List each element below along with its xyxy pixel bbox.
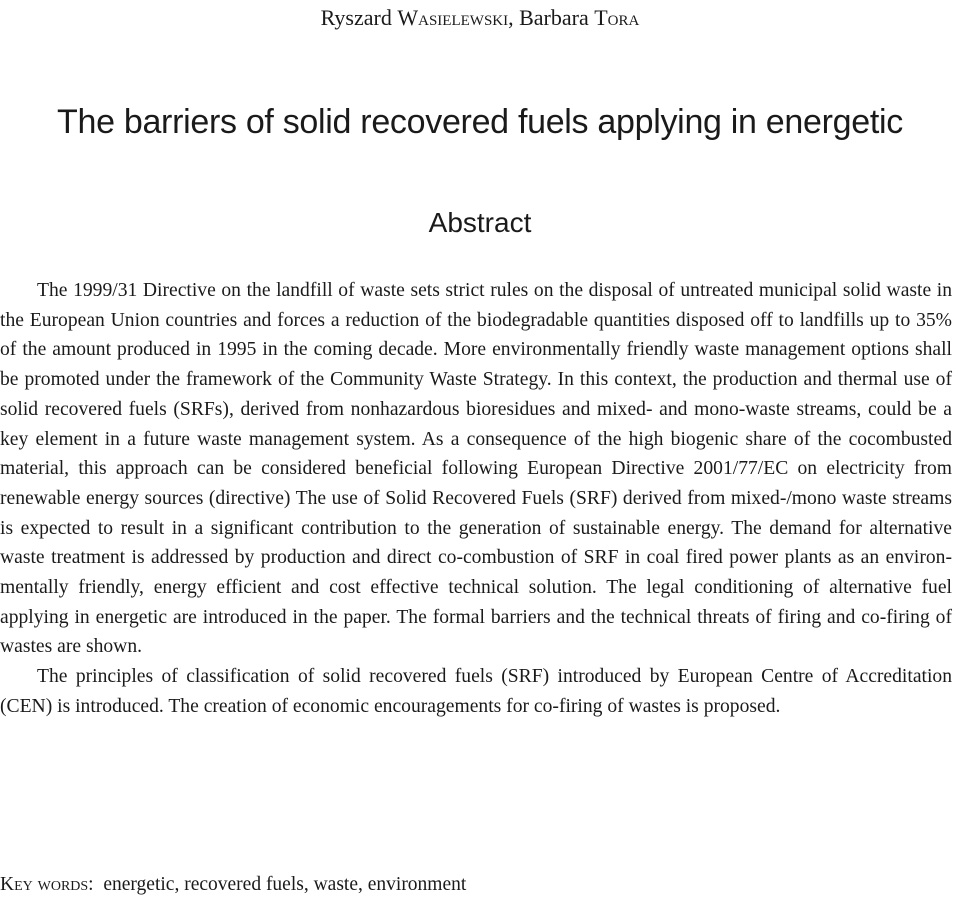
author-1 [321, 5, 508, 30]
keywords-label: Key words: [0, 874, 94, 895]
paper-title: The barriers of solid recovered fuels applying in energetic [57, 103, 903, 141]
abstract-body [0, 276, 952, 722]
author-2-first-name: Barbara [519, 5, 589, 30]
author-2 [519, 5, 639, 30]
abstract-heading: Abstract [428, 207, 532, 238]
abstract-paragraph-2: The principles of classification of solid recovered fuels (SRF) introduced by European Centre of Accreditation (CEN) is introduced. The creation of economic encouragements for co-firing of wastes is proposed. [0, 666, 952, 717]
author-separator: , [508, 5, 514, 30]
keywords-value: energetic, recovered fuels, waste, environment [103, 874, 467, 895]
author-1-last-name: Wasielewski [397, 5, 509, 30]
abstract-paragraph-1: The 1999/31 Directive on the landfill of waste sets strict rules on the disposal of untreated municipal solid waste in the European Union countries and forces a reduction of the biodegradable quantities disposed off to landfills up to 35% of the amount produced in 1995 in the coming decade. More environmentally friendly waste management options shall be promoted under the framework of the Community Waste Strategy. In this context, the production and thermal use of solid recovered fuels (SRFs), derived from nonhazardous bioresidues and mixed- and mono-waste streams, could be a key element in a future waste management system. As a consequence of the high biogenic share of the cocombusted material, this approach can be considered beneficial following European Directive 2001/77/EC on electricity from renewable energy sources (directive) The use of Solid Recovered Fuels (SRF) derived from mixed-/mono waste streams is expected to result in a significant contribution to the generation of sustainable energy. The demand for alternative waste treatment is addressed by production and direct co-combustion of SRF in coal fired power plants as an environmentally friendly, energy efficient and cost effective technical solution. The legal conditioning of alternative fuel applying in energetic are introduced in the paper. The formal barriers and the technical threats of firing and co-firing of wastes are shown. [0, 280, 952, 658]
author-1-first-name: Ryszard [320, 5, 392, 30]
author-2-last-name: Tora [594, 5, 640, 30]
authors-line [0, 4, 960, 32]
keywords-line [0, 872, 466, 898]
